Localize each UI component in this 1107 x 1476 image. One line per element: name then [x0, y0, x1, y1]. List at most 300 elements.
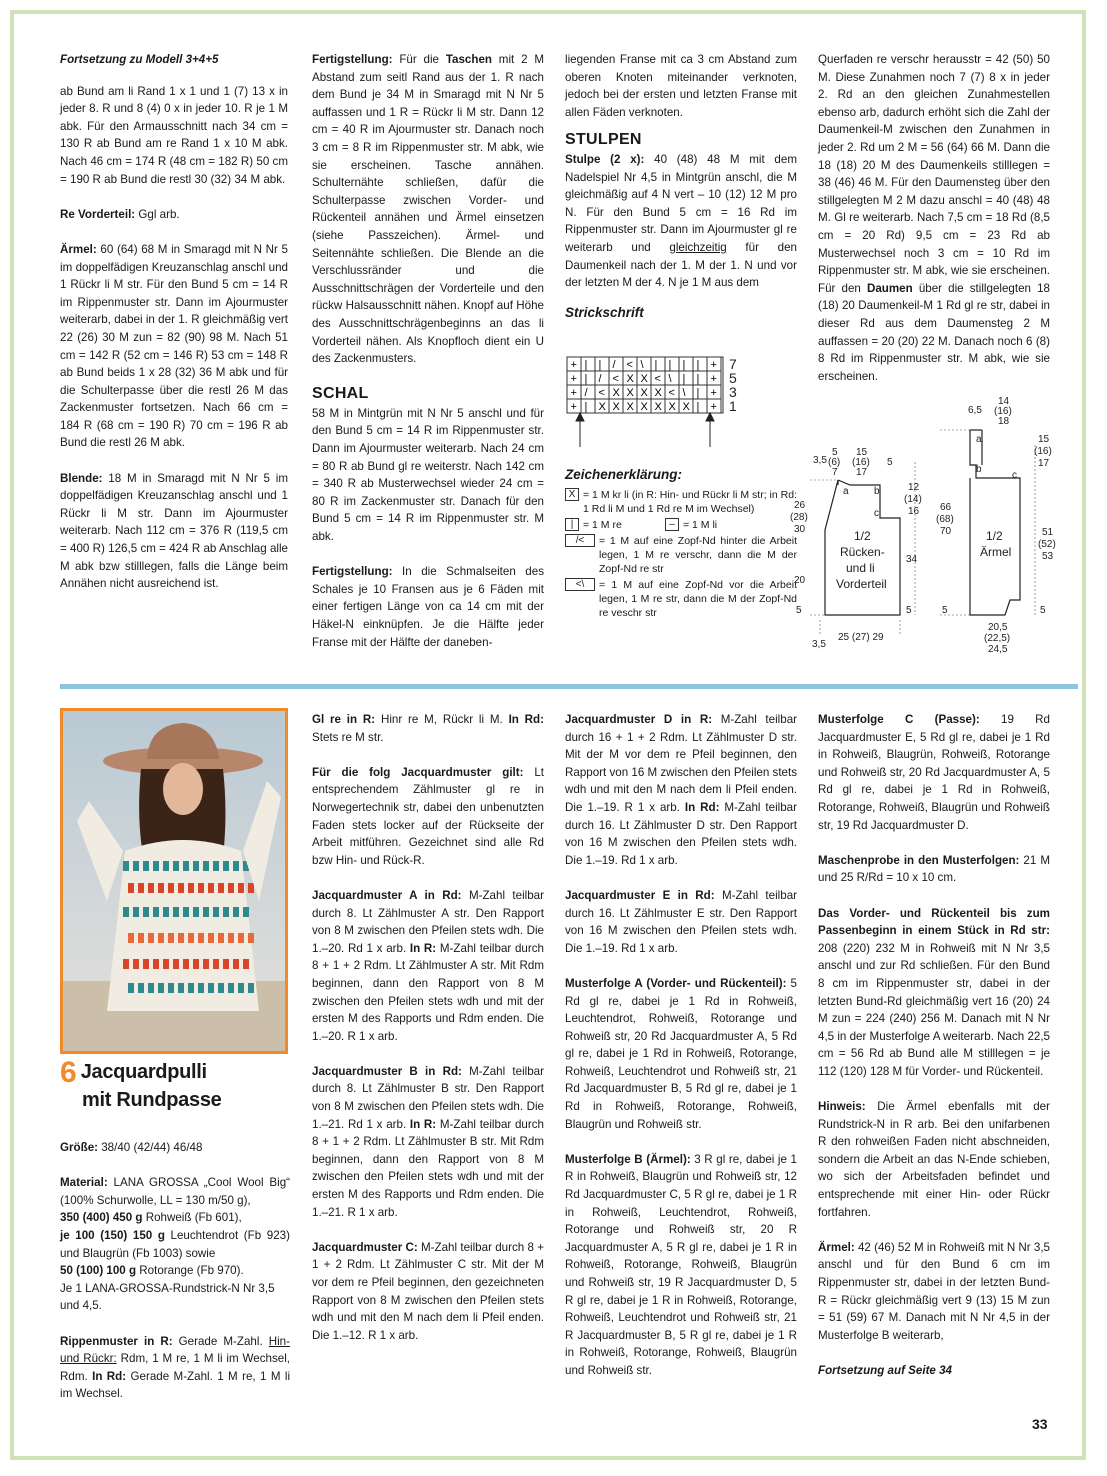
- legend-item: [565, 578, 797, 620]
- label: Musterfolge B (Ärmel):: [565, 1152, 691, 1166]
- chart-symbol: X: [682, 401, 690, 413]
- jacquard-motif: [228, 883, 234, 893]
- paragraph-daumen: [818, 51, 1050, 385]
- text: Leuchtendrot (Fb 923) und Blaugrün (Fb 1003) sowie: [60, 1228, 290, 1260]
- paragraph: [312, 711, 544, 746]
- chart-symbol: X: [612, 387, 620, 399]
- jacquard-motif: [213, 959, 219, 969]
- piece-label: Rücken-: [840, 545, 885, 559]
- chart-symbol: +: [570, 401, 577, 413]
- title-line-1: Jacquardpulli: [80, 1061, 207, 1083]
- chart-symbol: X: [626, 387, 634, 399]
- chart-symbol: <: [598, 387, 605, 399]
- chart-symbol: +: [570, 359, 577, 371]
- text: Gerade M-Zahl.: [172, 1334, 269, 1348]
- jacquard-motif: [243, 959, 249, 969]
- legend-text: = 1 M auf eine Zopf-Nd vor die Arbeit legen, 1 M re str, dann die M der Zopf-Nd re veschr str: [599, 578, 797, 619]
- dimension-label: 5: [832, 447, 838, 458]
- chart-row-label: 7: [729, 356, 737, 372]
- text: M-Zahl teilbar durch 8 + 1 + 2 Rdm. Lt Zählmuster B str. Mit Rdm beginnen, dann den Rapport von 8 M zwischen den Pfeilen stets wdh und mit der ersten M des Rapports und Rdm enden. Die 1.–21. R 1 x arb.: [312, 1117, 544, 1219]
- text: LANA GROSSA „Cool Wool Big“ (100% Schurwolle, LL = 130 m/50 g),: [60, 1176, 290, 1207]
- chart-symbol: X: [654, 387, 662, 399]
- dimension-label: (22,5): [984, 633, 1011, 644]
- text: 18 M in Smaragd mit N Nr 5 im doppelfädigen Kreuzanschlag anschl und 1 Rückr li M str. Dann im Ajourmuster weiterarb. Nach 112 cm = 376 R (119,5 cm = 400 R) 126,5 cm = 424 R ab Anschlag alle M abk bzw stilllegen, falls die Länge beim Annähen nicht ausreichend ist.: [60, 471, 288, 591]
- column-2: [312, 51, 544, 651]
- paragraph: [565, 887, 797, 957]
- text: In die Schmalseiten des Schales je 10 Fransen aus je 6 Fäden mit einer fertigen Länge von ca 14 cm mit der Häkel-N einknüpfen. Je die Hälfte jeder Franse mit der Hälfte der daneben-: [312, 565, 544, 649]
- jacquard-motif: [193, 861, 199, 871]
- dimension-label: 51: [1042, 527, 1054, 538]
- text: Rotorange (Fb 970).: [136, 1264, 244, 1278]
- paragraph-aermel: [60, 241, 288, 452]
- jacquard-motif: [198, 933, 204, 943]
- dimension-label: (68): [936, 514, 954, 525]
- paragraph: [312, 887, 544, 1045]
- paragraph: liegenden Franse mit ca 3 cm Abstand zum oberen Knoten miteinander verknoten, jedoch bei der ersten und letzten Franse mit allen Fäden verknoten.: [565, 53, 797, 119]
- cross-symbol-icon: X: [565, 488, 579, 501]
- piece-label: 1/2: [854, 529, 871, 543]
- chart-cell: [665, 371, 679, 385]
- text: M-Zahl teilbar durch 8 + 1 + 2 Rdm. Lt Zählmuster A str. Mit Rdm beginnen, dann den Rapport von 8 M zwischen den Pfeilen stets wdh und mit der ersten M des Rapports und Rdm enden. Die 1.–20. R 1 x arb.: [312, 941, 544, 1043]
- jacquard-motif: [208, 933, 214, 943]
- legend-text: = 1 M kr li (in R: Hin- und Rückr li M str; in Rd: 1 Rd li M und 1 Rd re M im Wechsel): [583, 488, 797, 515]
- label: Jacquardmuster B in Rd:: [312, 1064, 462, 1078]
- chart-symbol: X: [640, 401, 648, 413]
- jacquard-motif: [218, 883, 224, 893]
- label: In Rd:: [92, 1369, 127, 1383]
- chart-symbol: X: [612, 401, 620, 413]
- text: Hinr re M, Rückr li M.: [375, 713, 509, 726]
- dimension-label: 30: [794, 524, 806, 535]
- chart-symbol: |: [696, 359, 700, 371]
- jacquard-motif: [223, 907, 229, 917]
- jacquard-motif: [183, 861, 189, 871]
- chart-cell: [595, 357, 609, 371]
- label: Jacquardmuster A in Rd:: [312, 888, 462, 902]
- chart-symbol: +: [570, 373, 577, 385]
- chart-symbol: |: [682, 359, 686, 371]
- horizontal-bar-symbol-icon: –: [665, 518, 679, 531]
- jacquard-motif: [233, 861, 239, 871]
- chart-symbol: |: [584, 373, 588, 385]
- dimension-label: 20: [794, 575, 806, 586]
- jacquard-motif: [218, 933, 224, 943]
- text: 21 M und 25 R/Rd = 10 x 10 cm.: [818, 853, 1050, 885]
- text: Querfaden re verschr herausstr = 42 (50) 50 M. Diese Zunahmen noch 7 (7) 8 x in jeder 2. Rd an den gleichen Zunahmestellen ebenso arb, dadurch erhöht sich die Zahl der Daumenkeil-M zwischen den Zunahmen in jeder 2. Rd um 2 M = 56 (64) 66 M. Dann die 18 (18) 20 M des Daumenkeils stilllegen = 38 (46) 46 M. Für den Daumensteg über den stillgelegten M 2 M dazu anschl = 40 (48) 48 M. Gl re weiterarb. Nach 7,5 cm = 18 Rd (8,5 cm = 20 Rd) 9,5 cm = 23 Rd ab Musterwechsel noch 3 cm = 10 Rd im Rippenmuster str. M abk, wie sie erscheinen. Für den: [818, 53, 1050, 295]
- bottom-column-2: [312, 711, 544, 1344]
- jacquard-motif: [168, 983, 174, 993]
- chart-symbol: <: [668, 387, 675, 399]
- jacquard-motif: [158, 983, 164, 993]
- section-divider: [60, 684, 1078, 689]
- label: 350 (400) 450 g: [60, 1211, 143, 1225]
- jacquard-motif: [198, 983, 204, 993]
- label: Fertigstellung:: [312, 565, 393, 579]
- chart-cell: [679, 357, 693, 371]
- label: Das Vorder- und Rückenteil bis zum Passenbeginn in einem Stück in Rd str:: [818, 906, 1050, 938]
- text: Hin- und Rückr:: [60, 1334, 290, 1366]
- text: 60 (64) 68 M in Smaragd mit N Nr 5 im doppelfädigen Kreuzanschlag anschl und 1 Rückr li M str. Für den Bund 5 cm = 14 R im Rippenmuster str. Dann im Ajourmuster weiterarb, dabei in der 1. R gleichmäßig vert 22 (26) 30 M zun = 82 (90) 98 M. Nach 51 cm = 142 R (52 cm = 146 R) 53 cm = 148 R ab Bund beids 1 x 28 (32) 36 M abk und für die Schulterpasse über die restl 26 M das Zackenmuster fortsetzen. Nach 66 cm = 184 R (68 cm = 190 R) 70 cm = 196 R ab Bund die restl 26 M abk.: [60, 242, 288, 450]
- text: 42 (46) 52 M in Rohweiß mit N Nr 3,5 anschl und für den Bund 6 cm im Rippenmuster str, dabei in der letzten Bund-R = Rückr gleichmäßig vert 9 (13) 15 M zun = 51 (59) 67 M. Danach mit N Nr 4,5 in der Musterfolge B weiterarb,: [818, 1240, 1050, 1342]
- paragraph: [818, 1098, 1050, 1221]
- jacquard-motif: [188, 933, 194, 943]
- legend-text: = 1 M re: [583, 518, 622, 531]
- vertical-bar-symbol-icon: |: [565, 518, 579, 531]
- chart-symbol: +: [710, 359, 717, 371]
- paragraph-blende: [60, 470, 288, 593]
- text: 19 Rd Jacquardmuster E, 5 Rd gl re, dabei je 1 Rd in Rohweiß, Blaugrün, Rohweiß, Rotorange und Rohweiß str, 20 Rd Jacquardmuster A, 5 Rd gl re, dabei je 1 Rd in Rohweiß, Rotorange, Rohweiß, Blaugrün und Rohweiß str, 19 Rd Jacquardmuster D.: [818, 713, 1050, 832]
- jacquard-motif: [163, 907, 169, 917]
- jacquard-motif: [153, 861, 159, 871]
- jacquard-motif: [178, 933, 184, 943]
- piece-label: Vorderteil: [836, 577, 887, 591]
- section-title-stulpen: STULPEN: [565, 131, 642, 149]
- chart-cell: [595, 371, 609, 385]
- marker-label: c: [874, 508, 879, 519]
- chart-cell: [651, 357, 665, 371]
- chart-cell: [693, 385, 707, 399]
- jacquard-motif: [173, 861, 179, 871]
- label: Gl re in R:: [312, 713, 376, 726]
- text: M-Zahl teilbar durch 16 + 1 + 2 Rdm. Lt Zählmuster D str. Mit der M vor dem re Pfeil beginnen, den Rapport von 16 M zwischen den Pfeilen stets wdh und mit den M nach dem li Pfeil enden. Die 1.–19. R 1 x arb.: [565, 713, 798, 814]
- chart-cell: [581, 357, 595, 371]
- jacquard-motif: [248, 883, 254, 893]
- text: mit 2 M Abstand zum seitl Rand aus der 1. R nach dem Bund je 34 M in Smaragd mit N Nr 5 auffassen und 1 R = Rückr li M str. Dann 12 cm = 40 R im Ajourmuster str. Danach noch 3 cm = 8 R im Rippenmuster str. M abk, wie sie erscheinen. Tasche annähen. Schulternähte schließen, dafür die Schulterpasse zwischen Vorder- und Rückenteil annähen und Ärmel einsetzen (siehe Passzeichen). Ärmel- und Seitennähte schließen. Die Blende an die Verschlussränder und die Ausschnittschrägen der Vorderteile und den rückw Halsausschnitt nähen. Knopf auf Höhe des Ausschnittschrägenbeginns an das li Vorderteil nähen. Als Knopfloch dient ein U des Zackenmusters.: [312, 53, 544, 366]
- text: Rohweiß (Fb 601),: [142, 1211, 242, 1225]
- label: Rippenmuster in R:: [60, 1334, 173, 1348]
- paragraph: [312, 764, 544, 870]
- paragraph: ab Bund am li Rand 1 x 1 und 1 (7) 13 x in jeder 8. R und 8 (4) 0 x in jeder 10. R je 1 M abk. Für den Armausschnitt nach 34 cm = 130 R ab Bund am re Rand 1 x 10 M abk. Nach 46 cm = 174 R (48 cm = 182 R) 50 cm = 190 R ab Bund die restl 30 (32) 34 M abk.: [60, 84, 288, 186]
- chart-cell: [581, 399, 595, 413]
- paragraph-stulpe: [565, 151, 797, 292]
- sweater-model-image: [63, 711, 288, 1054]
- chart-symbol: X: [654, 401, 662, 413]
- chart-cell: [637, 357, 651, 371]
- dimension-label: 16: [908, 506, 920, 517]
- dimension-label: 17: [856, 467, 868, 478]
- text: Für die: [392, 53, 446, 66]
- jacquard-motif: [148, 983, 154, 993]
- jacquard-motif: [233, 907, 239, 917]
- jacquard-motif: [133, 959, 139, 969]
- label: In Rd:: [684, 800, 720, 814]
- jacquard-motif: [203, 861, 209, 871]
- text: M-Zahl teilbar durch 8 + 1 + 2 Rdm. Lt Zählmuster C str. Mit der M vor dem re Pfeil beginnen, den gezeichneten Rapport von 8 M zwischen den Pfeilen stets wdh und mit den M nach dem li Pfeil enden. Die 1.–12. R 1 x arb.: [312, 1240, 544, 1342]
- paragraph: [565, 711, 797, 869]
- jacquard-motif: [153, 959, 159, 969]
- chart-symbol: +: [570, 387, 577, 399]
- text: Ggl arb.: [135, 207, 180, 221]
- dimension-label: 70: [940, 526, 952, 537]
- chart-symbol: |: [696, 387, 700, 399]
- label: Fertigstellung:: [312, 53, 393, 66]
- dimension-label: 5: [942, 605, 948, 616]
- paragraph: [818, 852, 1050, 887]
- paragraph: [818, 905, 1050, 1081]
- jacquard-motif: [138, 933, 144, 943]
- chart-symbol: |: [598, 359, 602, 371]
- dimension-label: 24,5: [988, 644, 1008, 655]
- dimension-label: 17: [1038, 458, 1050, 469]
- label: Blende:: [60, 471, 103, 485]
- chart-cell: [665, 357, 679, 371]
- jacquard-motif: [208, 883, 214, 893]
- label: Re Vorderteil:: [60, 207, 136, 221]
- jacquard-motif: [123, 959, 129, 969]
- paragraph: [312, 1239, 544, 1345]
- dimension-label: 5: [796, 605, 802, 616]
- continuation-footer: Fortsetzung auf Seite 34: [818, 1363, 952, 1377]
- label: Ärmel:: [818, 1240, 855, 1254]
- jacquard-motif: [203, 959, 209, 969]
- text: 40 (48) 48 M mit dem Nadelspiel Nr 4,5 in Mintgrün anschl, die M gleichmäßig auf 4 N vert – 10 (12) 12 M pro N. Für den Bund 5 cm = 16 Rd im Rippenmuster str. Dann im Ajourmuster gl re weiterarb und: [565, 152, 797, 254]
- dimension-label: (16): [994, 406, 1012, 417]
- paragraph-schal: 58 M in Mintgrün mit N Nr 5 anschl und für den Bund 5 cm = 14 R im Rippenmuster str. Dann im Ajourmuster weiterarb. Nach 24 cm = 80 R ab Bund gl re weiterstr. Nach 142 cm = 340 R ab Musterwechsel wieder 24 cm = 80 R im Zackenmuster str. Danach für den Bund 5 cm = 14 R im Rippenmuster str. M abk.: [312, 406, 544, 544]
- dimension-label: 5: [1040, 605, 1046, 616]
- jacquard-motif: [143, 907, 149, 917]
- chart-symbol: +: [710, 401, 717, 413]
- paragraph-material: [60, 1262, 290, 1280]
- chart-symbol: X: [626, 373, 634, 385]
- chart-row-label: 1: [729, 398, 737, 414]
- chart-symbol: /: [612, 359, 616, 371]
- dimension-label: 14: [998, 396, 1010, 407]
- column-3: [565, 51, 797, 325]
- continuation-header: Fortsetzung zu Modell 3+4+5: [60, 53, 219, 66]
- label: Für die folg Jacquardmuster gilt:: [312, 765, 524, 779]
- chart-symbol: |: [696, 373, 700, 385]
- jacquard-motif: [138, 883, 144, 893]
- text: 3 R gl re, dabei je 1 R in Rohweiß, Blaugrün und Rohweiß str, 12 Rd Jacquardmuster C, 5 R gl re, dabei je 1 R in Rohweiß, Leuchtendrot, Rohweiß, Rotorange und Rohweiß str, 20 R Jacquardmuster A, 5 R gl re, dabei je 1 R in Rohweiß, Rotorange, Rohweiß, Blaugrün und Rohweiß str, 19 R Jacquardmuster D, 5 R gl re, dabei je 1 R in Rohweiß, Rotorange, Rohweiß, Leuchtendrot und Rohweiß str, 21 R Jacquardmuster B, 5 R gl re, dabei je 1 R in Rohweiß, Rotorange, Rohweiß, Blaugrün und Rohweiß str.: [565, 1152, 797, 1377]
- chart-cell: [693, 399, 707, 413]
- paragraph-material: [60, 1227, 290, 1262]
- jacquard-motif: [173, 907, 179, 917]
- text: M-Zahl teilbar durch 8. Lt Zählmuster B str. Den Rapport von 8 M zwischen den Pfeilen stets wdh. Die 1.–21. Rd 1 x arb.: [312, 1064, 544, 1131]
- paragraph-needles: Je 1 LANA-GROSSA-Rundstrick-N Nr 3,5 und 4,5.: [60, 1281, 275, 1313]
- jacquard-motif: [168, 883, 174, 893]
- legend-text: = 1 M li: [683, 518, 718, 531]
- label: Jacquardmuster D in R:: [565, 713, 713, 726]
- text: 38/40 (42/44) 46/48: [98, 1141, 203, 1154]
- jacquard-motif: [238, 933, 244, 943]
- jacquard-motif: [228, 933, 234, 943]
- chart-symbol: |: [584, 359, 588, 371]
- jacquard-motif: [228, 983, 234, 993]
- chart-symbol: /: [598, 373, 602, 385]
- legend-item: [565, 518, 797, 532]
- bottom-column-4: [818, 711, 1050, 1380]
- jacquard-motif: [148, 883, 154, 893]
- model-number: 6: [60, 1056, 77, 1089]
- jacquard-motif: [133, 861, 139, 871]
- paragraph: [312, 1063, 544, 1221]
- text: gleichzeitig: [669, 240, 727, 254]
- piece-label: und li: [846, 561, 875, 575]
- dimension-label: 66: [940, 502, 952, 513]
- chart-symbol: +: [710, 387, 717, 399]
- jacquard-motif: [233, 959, 239, 969]
- paragraph-fertigstellung-schal: [312, 563, 544, 651]
- legend-item: [565, 488, 797, 516]
- text: Stets re M str.: [312, 730, 384, 744]
- piece-label: 1/2: [986, 529, 1003, 543]
- text: über die stillgelegten 18 (18) 20 Daumenkeil-M 1 Rd gl re str, dabei in dieser Rd aus dem Daumensteg 2 M auffassen = 20 (20) 22 M. Danach noch 6 (8) 8 Rd im Rippenmuster str. M abk, wie sie erscheinen.: [818, 281, 1050, 383]
- bottom-column-3: [565, 711, 797, 1380]
- chart-symbol: \: [668, 373, 672, 385]
- label: In R:: [409, 1117, 437, 1131]
- dimension-label: (16): [1034, 446, 1052, 457]
- jacquard-motif: [238, 883, 244, 893]
- label: je 100 (150) 150 g: [60, 1228, 165, 1242]
- text: 5 Rd gl re, dabei je 1 Rd in Rohweiß, Leuchtendrot, Rohweiß, Rotorange und Rohweiß str, 20 Rd Jacquardmuster A, 5 Rd gl re, dabei je 1 Rd in Rohweiß, Rotorange, Rohweiß, Leuchtendrot und Rohweiß str, 21 Rd Jacquardmuster B, 5 Rd gl re, dabei je 1 Rd in Rohweiß, Rotorange, Rohweiß, Blaugrün und Rohweiß str.: [565, 976, 798, 1131]
- jacquard-motif: [138, 983, 144, 993]
- dimension-label: 5: [887, 457, 893, 468]
- jacquard-motif: [123, 861, 129, 871]
- strickschrift-title: Strickschrift: [565, 304, 644, 320]
- jacquard-motif: [248, 983, 254, 993]
- dimension-label: (28): [790, 512, 808, 523]
- dimension-label: 26: [794, 500, 806, 511]
- jacquard-motif: [243, 907, 249, 917]
- dimension-label: 34: [906, 554, 918, 565]
- chart-cell: [679, 371, 693, 385]
- chart-cell: [581, 371, 595, 385]
- paragraph: [565, 1151, 797, 1380]
- text: M-Zahl teilbar durch 16. Lt Zählmuster E str. Den Rapport von 16 M zwischen den Pfeilen stets wdh. Die 1.–19. Rd 1 x arb.: [565, 888, 798, 955]
- chart-cell: [609, 357, 623, 371]
- jacquard-motif: [203, 907, 209, 917]
- chart-symbol: |: [654, 359, 658, 371]
- label: 50 (100) 100 g: [60, 1264, 137, 1278]
- label: Material:: [60, 1176, 108, 1190]
- cable-left-symbol-icon: <\: [565, 578, 595, 591]
- jacquard-motif: [133, 907, 139, 917]
- text: Gerade M-Zahl. 1 M re, 1 M li im Wechsel.: [60, 1369, 291, 1401]
- chart-cell: [693, 357, 707, 371]
- jacquard-motif: [143, 959, 149, 969]
- model-title: [60, 1058, 221, 1114]
- text: Lt entsprechendem Zählmuster gl re in Norwegertechnik str, dabei den unbenutzten Faden stets locker auf der Rückseite der Arbeit mitführen. Gezeichnet sind alle Rd bzw Hin- und Rück-R.: [312, 765, 545, 867]
- piece-label: Ärmel: [980, 545, 1012, 559]
- chart-symbol: /: [584, 387, 588, 399]
- jacquard-motif: [193, 959, 199, 969]
- chart-symbol: \: [640, 359, 644, 371]
- paragraph-material: [60, 1209, 290, 1227]
- jacquard-motif: [213, 861, 219, 871]
- label: In R:: [409, 941, 437, 955]
- marker-label: c: [1012, 470, 1017, 481]
- chart-symbol: <: [612, 373, 619, 385]
- legend-item: [565, 534, 797, 576]
- chart-symbol: <: [654, 373, 661, 385]
- label: Jacquardmuster C:: [312, 1240, 418, 1254]
- jacquard-motif: [183, 907, 189, 917]
- chart-row-label: 3: [729, 384, 737, 400]
- jacquard-motif: [178, 883, 184, 893]
- dimension-label: 15: [856, 447, 868, 458]
- column-1: [60, 51, 288, 610]
- chart-cell: [693, 371, 707, 385]
- label: Jacquardmuster E in Rd:: [565, 888, 715, 902]
- dimension-label: (16): [852, 457, 870, 468]
- dimension-label: 6,5: [968, 405, 982, 416]
- marker-label: a: [976, 434, 982, 445]
- jacquard-motif: [193, 907, 199, 917]
- label: Stulpe (2 x):: [565, 152, 645, 166]
- dimension-label: 53: [1042, 551, 1054, 562]
- text: M-Zahl teilbar durch 8. Lt Zählmuster A str. Den Rapport von 8 M zwischen den Pfeilen stets wdh. Die 1.–20. Rd 1 x arb.: [312, 888, 544, 955]
- dimension-label: 3,5: [812, 639, 826, 650]
- paragraph-fertigstellung: [312, 51, 544, 368]
- dimension-label: (52): [1038, 539, 1056, 550]
- paragraph-rippenmuster: [60, 1333, 290, 1403]
- chart-symbol: |: [584, 401, 588, 413]
- label: Musterfolge C (Passe):: [818, 713, 980, 726]
- jacquard-motif: [128, 933, 134, 943]
- dimension-label: (6): [828, 457, 841, 468]
- label: Taschen: [445, 53, 492, 66]
- label: Größe:: [60, 1141, 99, 1154]
- jacquard-motif: [163, 959, 169, 969]
- dimension-label: 3,5: [813, 455, 827, 466]
- chart-symbol: |: [682, 373, 686, 385]
- marker-label: a: [843, 486, 849, 497]
- dimension-label: (14): [904, 494, 922, 505]
- jacquard-motif: [163, 861, 169, 871]
- text: Rdm, 1 M re, 1 M li im Wechsel, Rdm.: [60, 1352, 290, 1383]
- legend-block: [565, 460, 797, 622]
- text: für den Daumenkeil nach der 1. M der 1. N und vor der letzten M der 4. N je 1 M aus dem: [565, 240, 797, 290]
- paragraph: [818, 1239, 1050, 1345]
- jacquard-motif: [248, 933, 254, 943]
- column-4: [818, 51, 1050, 385]
- text: 208 (220) 232 M in Rohweiß mit N Nr 3,5 anschl und zur Rd schließen. Für den Bund 8 cm im Rippenmuster str, dabei in der letzten Bund-Rd gleichmäßig vert 16 (20) 24 M zun = 224 (240) 256 M. Danach mit N Nr 4,5 in der Musterfolge A weiterarb. Nach 22,5 cm = 56 Rd ab Bund alle M stilllegen = je 112 (120) 128 M für Vorder- und Rückenteil.: [818, 941, 1051, 1078]
- model-details: [60, 1139, 290, 1403]
- chart-cell: [679, 385, 693, 399]
- paragraph: [818, 711, 1050, 834]
- dimension-label: 5: [906, 605, 912, 616]
- text: Die Ärmel ebenfalls mit der Rundstrick-N in R arb. Bei den unifarbenen R den rohweißen Faden nicht abschneiden, sondern die Arbeit an das N-Ende schieben, wo sich der Arbeitsfaden befindet und entsprechende mit einer Hin- oder Rückr fortfahren.: [818, 1100, 1050, 1219]
- chart-symbol: X: [640, 387, 648, 399]
- chart-symbol: X: [598, 401, 606, 413]
- paragraph-material: [60, 1174, 290, 1209]
- label: In Rd:: [508, 713, 544, 726]
- chart-symbol: X: [668, 401, 676, 413]
- title-line-2: mit Rundpasse: [82, 1089, 222, 1111]
- jacquard-motif: [178, 983, 184, 993]
- legend-title: Zeichenerklärung:: [565, 467, 683, 482]
- marker-label: b: [976, 464, 982, 475]
- chart-symbol: +: [710, 373, 717, 385]
- jacquard-motif: [223, 861, 229, 871]
- dimension-label: 15: [1038, 434, 1050, 445]
- pattern-schematic: [790, 390, 1060, 655]
- chart-symbol: \: [682, 387, 686, 399]
- jacquard-motif: [218, 983, 224, 993]
- chart-symbol: X: [640, 373, 648, 385]
- jacquard-motif: [173, 959, 179, 969]
- paragraph-size: [60, 1139, 290, 1157]
- section-title-schal: SCHAL: [312, 385, 369, 403]
- paragraph: [565, 975, 797, 1133]
- jacquard-motif: [143, 861, 149, 871]
- label: Maschenprobe in den Musterfolgen:: [818, 853, 1020, 867]
- chart-cell: [581, 385, 595, 399]
- cable-right-symbol-icon: /<: [565, 534, 595, 547]
- jacquard-motif: [158, 933, 164, 943]
- jacquard-motif: [223, 959, 229, 969]
- label: Musterfolge A (Vorder- und Rückenteil):: [565, 976, 787, 990]
